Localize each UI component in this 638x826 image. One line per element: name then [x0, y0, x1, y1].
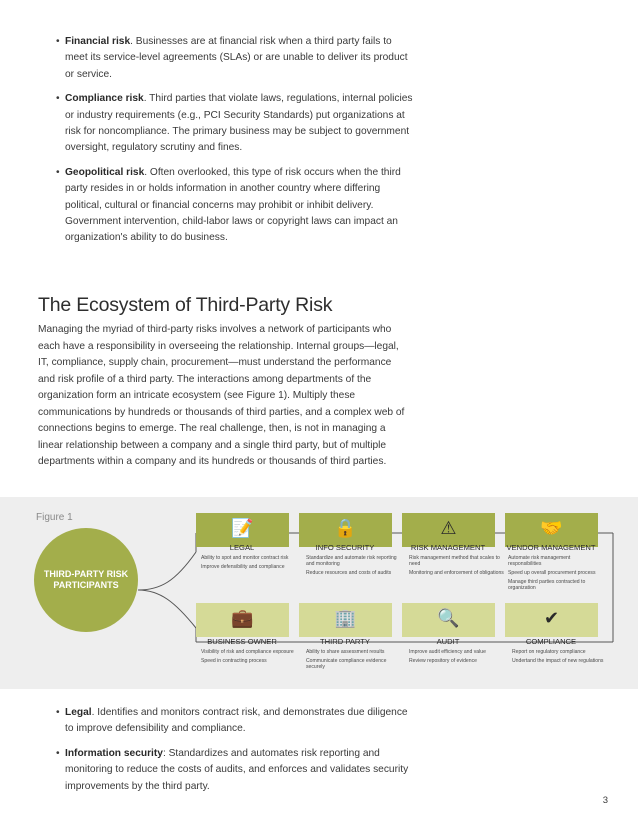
top-bullet-list	[56, 34, 416, 255]
card-title-info-security: INFO SECURITY	[315, 543, 375, 552]
card-risk-icon-box	[402, 513, 495, 547]
card-title-vendor-management: VENDOR MANAGEMENT	[506, 543, 596, 552]
card-compliance-icon-box	[505, 603, 598, 637]
bullet-compliance-risk: • Compliance risk. Third parties that violate laws, regulations, internal policies or industry requirements (e.g., PCI Security Standards) put organizations at risk for noncompliance. The primary business may be subject to government oversight, regulatory scrutiny and fines.	[56, 93, 413, 154]
card-desc-line: Visibility of risk and compliance exposure	[201, 649, 294, 655]
card-title-compliance: COMPLIANCE	[525, 637, 577, 646]
center-circle	[34, 528, 138, 632]
card-desc-compliance	[512, 649, 607, 667]
bullet-text: . Third parties that violate laws, regulations, internal policies or industry requirements (e.g., PCI Security Standards) put organizations at risk for noncompliance. The primary business may be subject to government oversight, regulatory scrutiny and fines.	[65, 93, 413, 154]
bullet-term: Compliance risk	[65, 93, 144, 105]
laptop-lock-icon: 🔒	[334, 518, 357, 538]
card-desc-line: Automate risk management responsibilities	[508, 555, 571, 567]
card-desc-line: Ability to share assessment results	[306, 649, 385, 655]
card-desc-line: Speed in contracting process	[201, 658, 267, 664]
handshake-icon: 🤝	[540, 518, 563, 538]
intro-paragraph: Managing the myriad of third-party risks involves a network of participants who each have a responsibility in overseeing the relationship. Internal groups—legal, IT, compliance, supply chain, procurement—must understand the performance and risk profile of a third party. The interactions among departments of the organization form an intricate ecosystem (see Figure 1). Multiply these communications by hundreds or thousands of third parties, and a complex web of connections begins to emerge. The real challenge, then, is not in managing a linear relationship between a company and a single third party, but of multiple departments within a company and its hundreds or thousands of third parties.	[38, 324, 405, 467]
bullet-term: Financial risk	[65, 36, 131, 47]
bullet-text: . Identifies and monitors contract risk, and demonstrates due diligence to improve defensibility and compliance.	[65, 707, 408, 735]
bullet-term: Geopolitical risk	[65, 166, 145, 178]
card-title-audit: AUDIT	[436, 637, 460, 646]
card-infosec-icon-box	[299, 513, 392, 547]
card-business-owner-icon-box	[196, 603, 289, 637]
card-desc-business-owner	[201, 649, 296, 667]
card-desc-line: Standardize and automate risk reporting and monitoring	[306, 555, 397, 567]
bullet-text: : Standardizes and automates risk reporting and monitoring to reduce the costs of audits, and enforces and validates security improvements by the third party.	[65, 747, 409, 792]
card-title-risk-management: RISK MANAGEMENT	[410, 543, 486, 552]
checkmark-icon: ✔	[543, 608, 560, 628]
card-desc-line: Undertand the impact of new regulations	[512, 658, 604, 664]
bottom-bullet-list	[56, 705, 416, 803]
figure-label: Figure 1	[36, 512, 73, 523]
briefcase-icon: 💼	[231, 608, 254, 628]
card-desc-vendor-management	[508, 555, 603, 594]
card-vendor-icon-box	[505, 513, 598, 547]
card-desc-line: Monitoring and enforcement of obligations	[409, 570, 504, 576]
card-desc-info-security	[306, 555, 401, 579]
card-desc-risk-management	[409, 555, 504, 579]
card-desc-third-party	[306, 649, 401, 673]
card-desc-audit	[409, 649, 504, 667]
card-desc-legal	[201, 555, 296, 573]
card-desc-line: Manage third parties contracted to organization	[508, 579, 586, 591]
card-third-party-icon-box	[299, 603, 392, 637]
card-desc-line: Risk management method that scales to need	[409, 555, 500, 567]
card-desc-line: Communicate compliance evidence securely	[306, 658, 387, 670]
buildings-icon: 🏢	[334, 608, 357, 628]
card-desc-line: Report on regulatory compliance	[512, 649, 586, 655]
page-number: 3	[602, 795, 608, 806]
card-desc-line: Improve audit efficiency and value	[409, 649, 486, 655]
card-desc-line: Review repository of evidence	[409, 658, 477, 664]
card-desc-line: Reduce resources and costs of audits	[306, 570, 392, 576]
bullet-text: . Often overlooked, this type of risk occurs when the third party resides in or holds information in another country where differing political, cultural or financial concerns may prohibit or inhibit delivery. Government intervention, child-labor laws or copyright laws can impact an organization's ability to do business.	[65, 166, 401, 244]
bullet-term: Legal	[65, 707, 92, 718]
center-label: THIRD-PARTY RISK PARTICIPANTS	[43, 569, 129, 590]
card-title-legal: LEGAL	[229, 543, 255, 552]
document-pen-icon: 📝	[231, 518, 254, 538]
bullet-financial-risk: • Financial risk. Businesses are at financial risk when a third party fails to meet its service-level agreements (SLAs) or are unable to deliver its product or service.	[56, 36, 408, 80]
section-title: The Ecosystem of Third-Party Risk	[38, 294, 333, 316]
bullet-legal: • Legal. Identifies and monitors contract risk, and demonstrates due diligence to improve defensibility and compliance.	[56, 707, 408, 735]
card-desc-line: Improve defensibility and compliance	[201, 564, 285, 570]
card-title-third-party: THIRD PARTY	[320, 637, 370, 646]
card-title-business-owner: BUSINESS OWNER	[207, 637, 277, 646]
magnifier-folder-icon: 🔍	[437, 608, 460, 628]
bullet-geopolitical-risk: • Geopolitical risk. Often overlooked, this type of risk occurs when the third party resides in or holds information in another country where differing political, cultural or financial concerns may prohibit or inhibit delivery. Government intervention, child-labor laws or copyright laws can impact an organization's ability to do business.	[56, 166, 401, 244]
card-legal-icon-box	[196, 513, 289, 547]
warning-sign-icon: ⚠	[440, 518, 457, 538]
card-desc-line: Speed up overall procurement process	[508, 570, 596, 576]
card-audit-icon-box	[402, 603, 495, 637]
bullet-term: Information security	[65, 747, 163, 759]
card-desc-line: Ability to spot and monitor contract risk	[201, 555, 289, 561]
bullet-information-security: • Information security: Standardizes and automates risk reporting and monitoring to reduce the costs of audits, and enforces and validates security improvements by the third party.	[56, 747, 409, 792]
bullet-text: . Businesses are at financial risk when a third party fails to meet its service-level agreements (SLAs) or are unable to deliver its product or service.	[65, 36, 408, 80]
